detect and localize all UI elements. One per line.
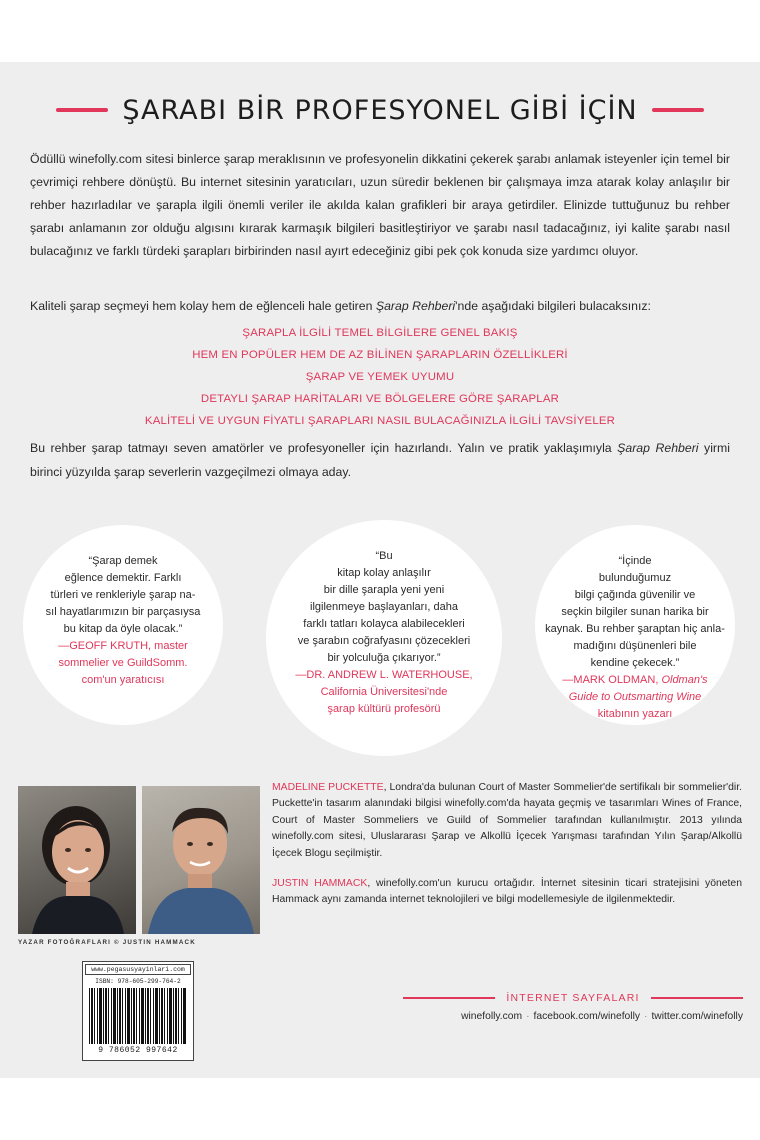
quote-attribution: şarap kültürü profesörü (327, 703, 441, 715)
link-website[interactable]: winefolly.com (461, 1011, 523, 1022)
quote-line: ilgilenmeye başlayanları, daha (310, 601, 458, 613)
quote-line: madığını düşünenleri bile (573, 640, 697, 652)
attr-name: —MARK OLDMAN, (562, 674, 662, 686)
quote-attribution: —DR. ANDREW L. WATERHOUSE, (295, 669, 473, 681)
feature-item: ŞARAP VE YEMEK UYUMU (305, 371, 455, 383)
link-twitter[interactable]: twitter.com/winefolly (651, 1011, 743, 1022)
quote-bubble-oldman (535, 525, 735, 725)
link-separator: · (526, 1011, 530, 1022)
links-row (400, 1011, 743, 1022)
quote-line: kendine çekecek.” (590, 657, 680, 669)
title-right-rule (652, 108, 704, 112)
quote-line: ve şarabın coğrafyasını çözecekleri (297, 635, 471, 647)
quote-line: kaynak. Bu rehber şaraptan hiç anla- (545, 623, 725, 635)
quote-line: bilgi çağında güvenilir ve (574, 589, 696, 601)
attr-book-cont: Guide to Outsmarting Wine (568, 691, 702, 703)
publisher-url: www.pegasusyayinlari.com (85, 964, 191, 975)
quote-line: bir dille şarapla yeni yeni (323, 584, 445, 596)
quote-line: bu kitap da öyle olacak.” (63, 623, 183, 635)
title-row (0, 90, 760, 130)
bio-text: , Londra'da bulunan Court of Master Sommelier'de sertifikalı bir sommelier'dir. Puckette'in tasarım alanındaki bilgisi winefolly.com'da hayata geçmiş ve tasarımları Wines of France, Court of Master Sommeliers ve Guild of Sommelier tarafından kullanılmıştır. 2013 yılında winefolly.com sitesi, Uluslararası Şarap ve Alkollü İçecek Yarışması tarafından Yılın Şarap/Alkollü İçecek Blogu seçilmiştir. (272, 782, 743, 859)
quote-attribution (535, 672, 735, 689)
page-title: ŞARABI BİR PROFESYONEL GİBİ İÇİN (122, 94, 638, 126)
barcode-bars (89, 988, 187, 1044)
quote-line: kitap kolay anlaşılır (337, 567, 431, 579)
quote-attribution (535, 689, 735, 706)
feature-item: DETAYLI ŞARAP HARİTALARI VE BÖLGELERE GÖRE ŞARAPLAR (200, 393, 560, 405)
quote-line: bulunduğumuz (598, 572, 672, 584)
links-right-rule (651, 997, 743, 999)
links-title: İNTERNET SAYFALARI (506, 992, 640, 1004)
lead-book-title: Şarap Rehberi (375, 299, 456, 313)
quote-line: bir yolculuğa çıkarıyor.” (327, 652, 441, 664)
quote-line: farklı tatları kolayca alabilecekleri (303, 618, 465, 630)
outro-after: yirmi birinci yüzyılda şarap severlerin vazgeçilmezi olmaya aday. (30, 441, 731, 479)
author-photo-justin (142, 786, 260, 934)
quote-attribution: com'un yaratıcısı (81, 674, 165, 686)
title-left-rule (56, 108, 108, 112)
quote-line: “Şarap demek (88, 555, 158, 567)
isbn-barcode (82, 961, 194, 1061)
bio-justin (272, 876, 742, 909)
quote-line: “Bu (375, 550, 393, 562)
man-portrait-icon (142, 786, 260, 934)
intro-paragraph: Ödüllü winefolly.com sitesi binlerce şarap meraklısının ve profesyonelin dikkatini çekerek şarabı anlamak isteyenler için temel bir çevrimiçi rehbere dönüştü. Bu internet sitesinin yaratıcıları, uzun süredir beklenen bir çalışmaya imza atarak kolay anlaşılır bir rehber hazırladılar ve şarapla ilgili önemli veriler ile akılda kalan grafikleri bir araya getirdiler. Elinizde tuttuğunuz bu rehber şarabı anlamanın zor olduğu algısını kırarak karmaşık bilgileri basitleştiriyor ve şarabı nasıl tadacağınız, iyi kalite şarabı nasıl bulacağınız ve farklı türdeki şarapları birbirinden nasıl ayırt edeceğiniz gibi pek çok konuda size yardımcı oluyor. (30, 152, 730, 258)
feature-list (0, 322, 760, 432)
isbn-number: ISBN: 978-605-299-764-2 (95, 978, 181, 985)
quote-attribution: —GEOFF KRUTH, master (58, 640, 188, 652)
lead-before: Kaliteli şarap seçmeyi hem kolay hem de eğlenceli hale getiren (30, 299, 376, 313)
outro-book-title: Şarap Rehberi (617, 441, 699, 455)
bio-madeline (272, 780, 742, 862)
attr-book: Oldman's (661, 674, 708, 686)
links-header (403, 990, 743, 1006)
outro-before: Bu rehber şarap tatmayı seven amatörler ve profesyoneller için hazırlandı. Yalın ve pratik yaklaşımıyla (30, 441, 618, 455)
bio-name: MADELINE PUCKETTE (272, 782, 384, 793)
quote-attribution: California Üniversitesi'nde (320, 686, 448, 698)
quote-bubble-waterhouse (266, 520, 502, 756)
lead-after: 'nde aşağıdaki bilgileri bulacaksınız: (455, 299, 651, 313)
quote-line: seçkin bilgiler sunan harika bir (561, 606, 709, 618)
author-bios (272, 780, 742, 923)
feature-item: KALİTELİ VE UYGUN FİYATLI ŞARAPLARI NASIL BULACAĞINIZLA İLGİLİ TAVSİYELER (144, 415, 616, 427)
link-separator: · (644, 1011, 648, 1022)
quote-line: eğlence demektir. Farklı (64, 572, 182, 584)
barcode-digits: 9 786052 997642 (98, 1046, 178, 1055)
links-left-rule (403, 997, 495, 999)
quote-line: “İçinde (618, 555, 652, 567)
quote-line: türleri ve renkleriyle şarap na- (50, 589, 196, 601)
photo-credit: YAZAR FOTOĞRAFLARI © JUSTIN HAMMACK (18, 939, 196, 946)
outro-paragraph (30, 436, 730, 484)
feature-item: ŞARAPLA İLGİLİ TEMEL BİLGİLERE GENEL BAKIŞ (242, 327, 518, 339)
quote-line: sıl hayatlarımızın bir parçasıysa (45, 606, 201, 618)
feature-item: HEM EN POPÜLER HEM DE AZ BİLİNEN ŞARAPLARIN ÖZELLİKLERİ (192, 349, 568, 361)
bio-name: JUSTIN HAMMACK (272, 878, 368, 890)
lead-paragraph (30, 296, 740, 316)
author-photo-madeline (18, 786, 136, 934)
link-facebook[interactable]: facebook.com/winefolly (533, 1011, 640, 1022)
quote-attribution: sommelier ve GuildSomm. (58, 657, 188, 669)
quote-attribution: kitabının yazarı (597, 708, 673, 720)
woman-portrait-icon (18, 786, 136, 934)
quote-bubble-kruth (23, 525, 223, 725)
bio-text: , winefolly.com'un kurucu ortağıdır. İnternet sitesinin ticari stratejisini yöneten Hammack aynı zamanda internet teknolojileri ve bilgi modellemesiyle de ilgilenmektedir. (272, 878, 742, 906)
